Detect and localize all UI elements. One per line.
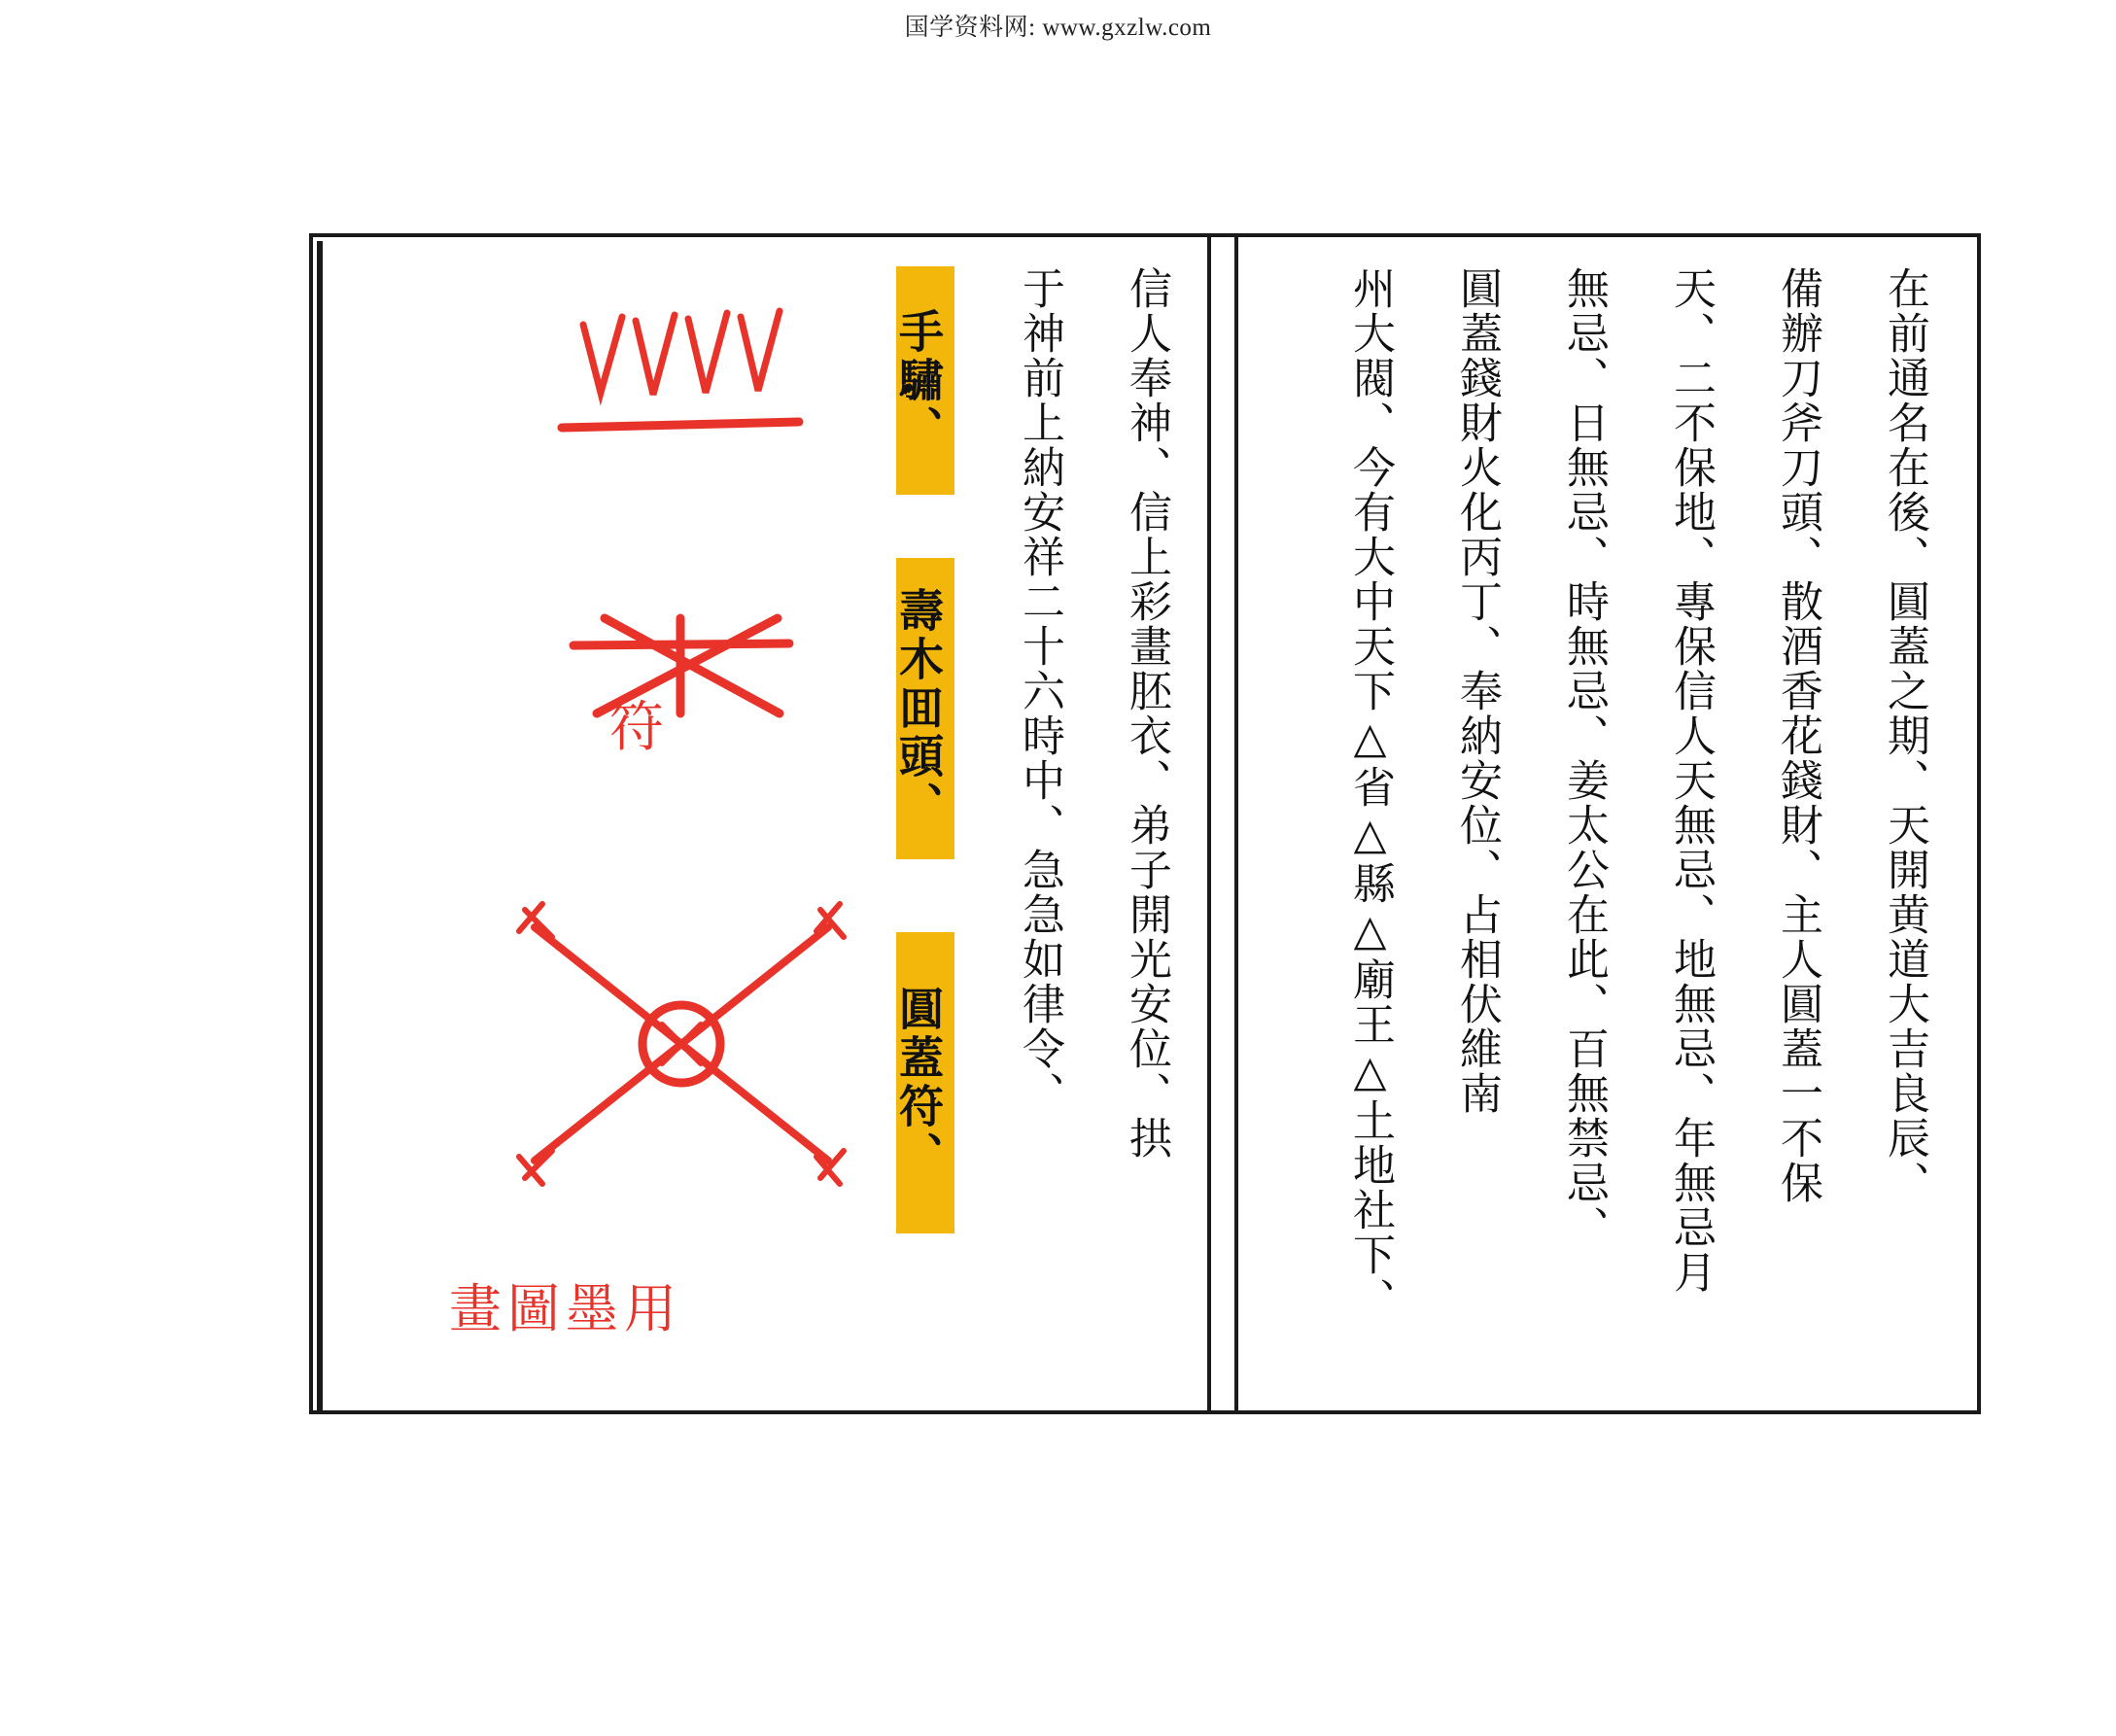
left-page-text-column-2: 于神前上納安祥二十六時中、急急如律令、	[1015, 266, 1064, 1116]
highlight-label-coffin-turnback: 壽木囬頭、	[896, 558, 954, 859]
four-hook-strokes-icon	[562, 311, 799, 428]
page-gutter-rule-right	[1234, 237, 1238, 1410]
body-text-column-6: 州大閥、今有大中天下△省△縣△廟王△土地社下、	[1345, 266, 1395, 1322]
scanned-page-frame	[309, 233, 1981, 1414]
talisman-strokes-svg	[371, 257, 877, 1384]
body-text-column-2: 備辦刀斧刀頭、散酒香花錢財、主人圓蓋一不保	[1773, 266, 1822, 1205]
talisman-fu-character: 符	[609, 696, 664, 759]
talisman-footer-note: 畫圖墨用	[449, 1278, 682, 1339]
site-watermark: 国学资料网: www.gxzlw.com	[904, 15, 1212, 41]
body-text-column-5: 圓蓋錢財火化丙丁、奉納安位、占相伏維南	[1452, 266, 1502, 1116]
barbed-x-talisman-icon	[519, 904, 844, 1184]
left-page-text-column-1: 信人奉神、信上彩畫胚衣、弟子開光安位、拱	[1122, 266, 1171, 1161]
body-text-column-1: 在前通名在後、圓蓋之期、天開黄道大吉良辰、	[1880, 266, 1929, 1205]
cross-glyph-icon	[573, 618, 789, 713]
highlight-label-roof-cover-talisman: 圓蓋符、	[896, 932, 954, 1233]
body-text-column-4: 無忌、日無忌、時無忌、姜太公在此、百無禁忌、	[1559, 266, 1609, 1250]
page-gutter-rule-left	[1207, 237, 1211, 1410]
talisman-drawing-area	[371, 257, 877, 1384]
highlight-label-hand-talisman: 手驌、	[896, 266, 954, 495]
body-text-column-3: 天、二不保地、專保信人天無忌、地無忌、年無忌月	[1666, 266, 1716, 1295]
